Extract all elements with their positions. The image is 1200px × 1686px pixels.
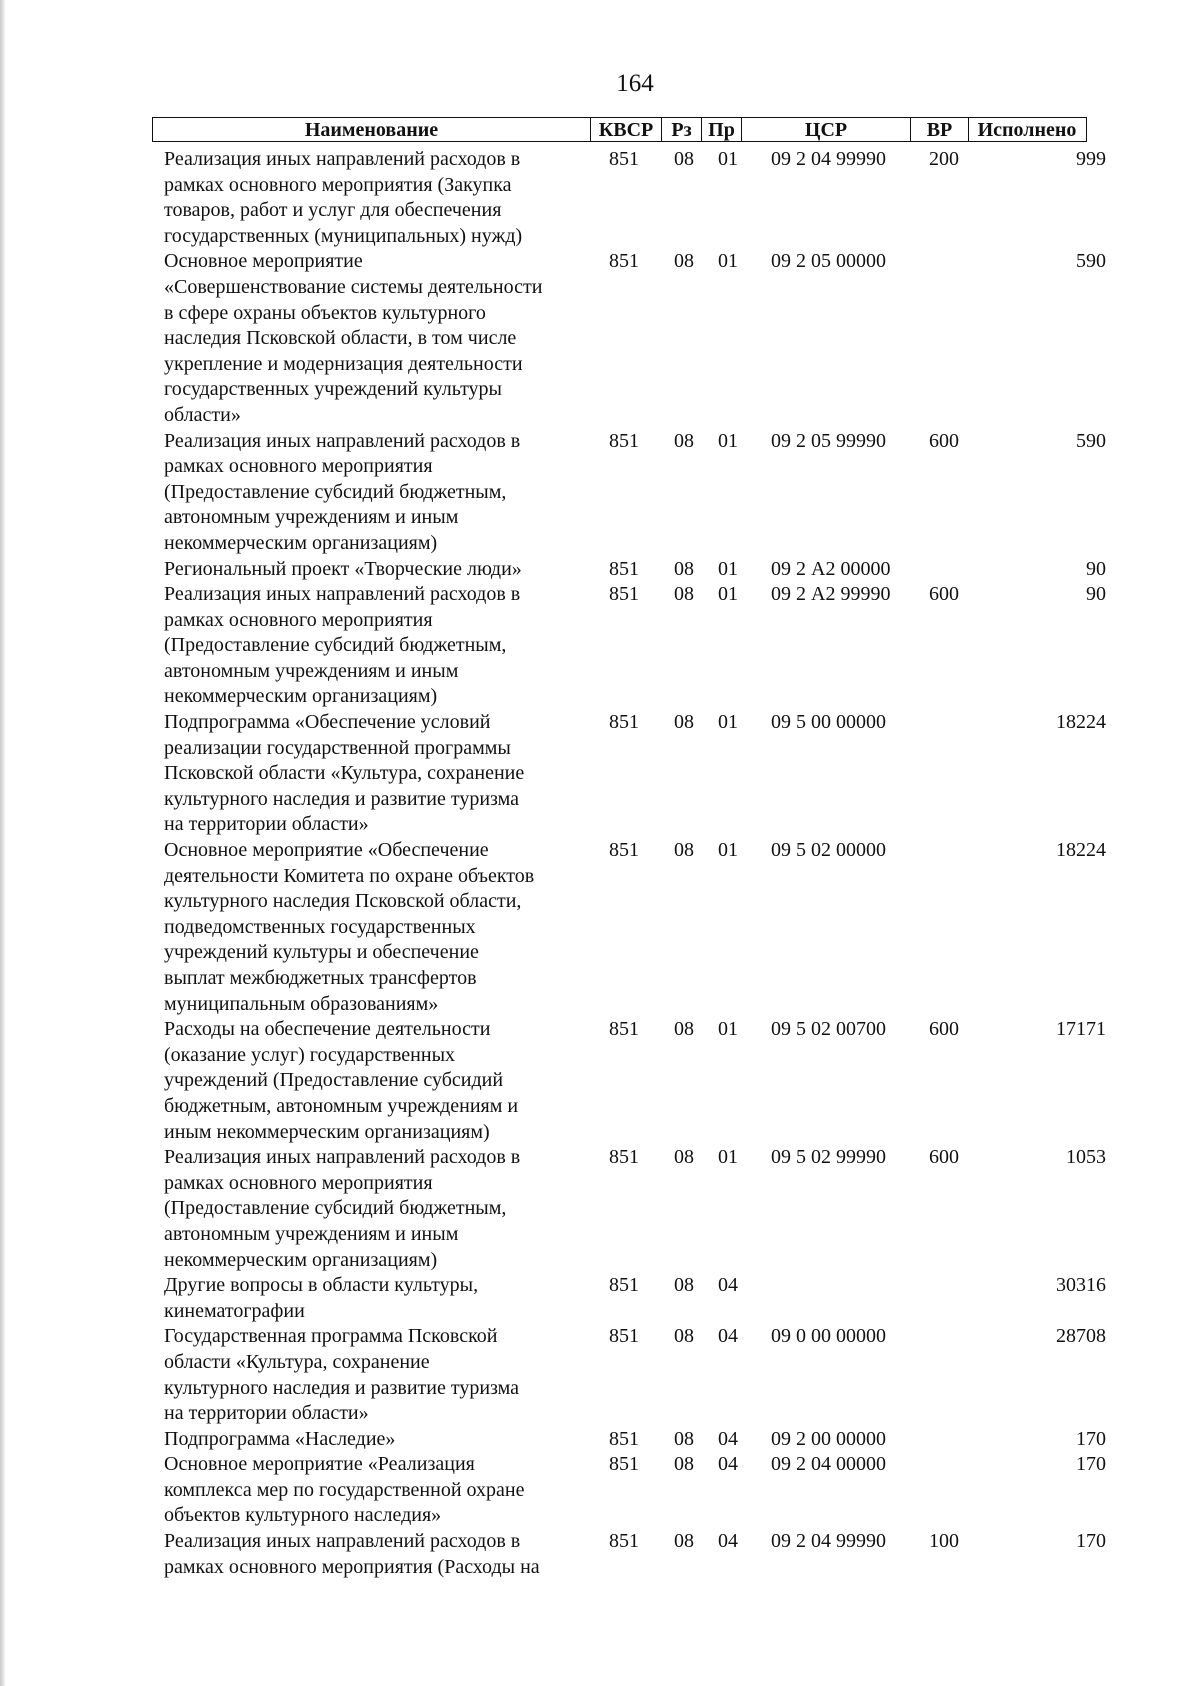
row-csr: 09 5 00 00000: [771, 711, 886, 734]
header-pr: Пр: [702, 118, 742, 141]
row-name-line: выплат межбюджетных трансфертов: [164, 967, 477, 989]
row-name-line: кинематографии: [164, 1299, 305, 1322]
row-name-line: (оказание услуг) государственных: [164, 1043, 456, 1066]
row-isp: 28708: [1056, 1325, 1106, 1348]
table-row: [0, 1529, 1200, 1580]
header-rz: Рз: [662, 118, 702, 141]
row-kvsr: 851: [609, 1274, 639, 1297]
row-name-line: рамках основного мероприятия: [164, 1171, 433, 1194]
row-isp: 18224: [1056, 711, 1106, 734]
row-pr: 04: [718, 1325, 738, 1348]
row-name-line: рамках основного мероприятия: [164, 608, 433, 631]
row-name: [164, 1145, 586, 1273]
row-vr: 600: [929, 429, 959, 452]
row-name-line: рамках основного мероприятия (Расходы на: [164, 1555, 540, 1578]
row-rz: 08: [674, 250, 694, 273]
row-name-line: объектов культурного наследия»: [164, 1504, 442, 1527]
row-name-line: на территории области»: [164, 1402, 369, 1425]
row-name: [164, 1452, 586, 1529]
row-name-line: учреждений культуры и обеспечение: [164, 941, 479, 964]
row-name: [164, 582, 586, 710]
row-name-line: культурного наследия Псковской области,: [164, 890, 522, 913]
row-pr: 01: [718, 557, 738, 580]
row-name: [164, 147, 586, 249]
table-body: [0, 147, 1200, 1580]
row-isp: 590: [1076, 429, 1106, 452]
row-name: [164, 1324, 586, 1426]
row-name: [164, 249, 586, 428]
row-kvsr: 851: [609, 148, 639, 170]
row-pr: 01: [718, 250, 738, 273]
row-name-line: некоммерческим организациям): [164, 685, 438, 708]
row-name-line: Реализация иных направлений расходов в: [164, 1146, 521, 1169]
row-name-line: Основное мероприятие: [164, 250, 363, 273]
row-name-line: в сфере охраны объектов культурного: [164, 301, 486, 324]
row-rz: 08: [674, 429, 694, 452]
row-kvsr: 851: [609, 1530, 639, 1553]
row-name-line: иным некоммерческим организациям): [164, 1120, 490, 1143]
row-name-line: Расходы на обеспечение деятельности: [164, 1018, 491, 1041]
row-name-line: «Совершенствование системы деятельности: [164, 275, 543, 298]
row-isp: 90: [1086, 583, 1106, 606]
row-name-line: Реализация иных направлений расходов в: [164, 429, 521, 452]
table-row: [0, 557, 1200, 583]
row-name-line: автономным учреждениям и иным: [164, 506, 459, 529]
row-name-line: рамках основного мероприятия: [164, 455, 433, 478]
row-csr: 09 5 02 99990: [771, 1146, 886, 1169]
row-kvsr: 851: [609, 557, 639, 580]
row-name-line: Основное мероприятие «Обеспечение: [164, 839, 489, 862]
row-name-line: бюджетным, автономным учреждениям и: [164, 1094, 519, 1117]
row-name-line: комплекса мер по государственной охране: [164, 1478, 525, 1501]
row-kvsr: 851: [609, 1453, 639, 1476]
row-kvsr: 851: [609, 1018, 639, 1041]
row-kvsr: 851: [609, 839, 639, 862]
table-row: [0, 710, 1200, 838]
row-name-line: области «Культура, сохранение: [164, 1350, 430, 1373]
table-row: [0, 1273, 1200, 1324]
row-name-line: реализации государственной программы: [164, 736, 511, 759]
row-isp: 170: [1076, 1453, 1106, 1476]
row-kvsr: 851: [609, 1427, 639, 1450]
row-name: [164, 557, 586, 583]
row-name-line: наследия Псковской области, в том числе: [164, 327, 517, 350]
row-csr: 09 5 02 00000: [771, 839, 886, 862]
row-rz: 08: [674, 1325, 694, 1348]
header-isp: Исполнено: [977, 119, 1077, 141]
table-row: [0, 1017, 1200, 1145]
table-row: [0, 429, 1200, 557]
row-csr: 09 2 А2 00000: [771, 557, 891, 580]
row-name-line: культурного наследия и развитие туризма: [164, 787, 520, 810]
row-name-line: Реализация иных направлений расходов в: [164, 1530, 521, 1553]
table-row: [0, 1324, 1200, 1426]
row-pr: 04: [718, 1274, 738, 1297]
table-row: [0, 838, 1200, 1017]
row-name-line: товаров, работ и услуг для обеспечения: [164, 199, 502, 222]
row-name: [164, 1427, 586, 1453]
row-name: [164, 838, 586, 1017]
row-rz: 08: [674, 1453, 694, 1476]
row-name-line: Региональный проект «Творческие люди»: [164, 557, 522, 580]
row-csr: 09 5 02 00700: [771, 1018, 886, 1041]
row-rz: 08: [674, 557, 694, 580]
row-pr: 01: [718, 583, 738, 606]
row-rz: 08: [674, 1530, 694, 1553]
row-isp: 1053: [1066, 1146, 1106, 1169]
row-name-line: Подпрограмма «Обеспечение условий: [164, 711, 491, 734]
row-name-line: культурного наследия и развитие туризма: [164, 1376, 520, 1399]
row-name-line: Другие вопросы в области культуры,: [164, 1274, 479, 1297]
row-name-line: учреждений (Предоставление субсидий: [164, 1069, 504, 1092]
row-isp: 90: [1086, 557, 1106, 580]
row-csr: 09 0 00 00000: [771, 1325, 886, 1348]
row-name-line: автономным учреждениям и иным: [164, 1222, 459, 1245]
row-name-line: подведомственных государственных: [164, 915, 476, 938]
row-name: [164, 1273, 586, 1324]
row-csr: 09 2 05 00000: [771, 250, 886, 273]
row-name-line: Подпрограмма «Наследие»: [164, 1427, 396, 1450]
row-name-line: государственных учреждений культуры: [164, 378, 502, 401]
row-kvsr: 851: [609, 429, 639, 452]
row-name: [164, 710, 586, 838]
row-csr: 09 2 05 99990: [771, 429, 886, 452]
row-name: [164, 429, 586, 557]
row-pr: 01: [718, 1146, 738, 1169]
row-csr: 09 2 04 99990: [771, 1530, 886, 1553]
row-vr: 200: [929, 148, 959, 170]
row-csr: 09 2 04 99990: [771, 148, 886, 170]
row-kvsr: 851: [609, 583, 639, 606]
row-name-line: некоммерческим организациям): [164, 531, 438, 554]
row-csr: 09 2 00 00000: [771, 1427, 886, 1450]
row-isp: 170: [1076, 1427, 1106, 1450]
row-rz: 08: [674, 1146, 694, 1169]
row-isp: 30316: [1056, 1274, 1106, 1297]
table-row: [0, 147, 1200, 249]
row-name-line: муниципальным образованиям»: [164, 992, 439, 1015]
row-vr: 100: [929, 1530, 959, 1553]
row-pr: 01: [718, 1018, 738, 1041]
row-kvsr: 851: [609, 1325, 639, 1348]
row-name-line: (Предоставление субсидий бюджетным,: [164, 480, 507, 503]
row-rz: 08: [674, 1274, 694, 1297]
row-name-line: Реализация иных направлений расходов в: [164, 148, 521, 170]
row-rz: 08: [674, 711, 694, 734]
row-pr: 01: [718, 148, 738, 170]
row-name-line: Государственная программа Псковской: [164, 1325, 498, 1348]
table-row: [0, 249, 1200, 428]
row-pr: 01: [718, 429, 738, 452]
row-isp: 17171: [1056, 1018, 1106, 1041]
row-name: [164, 1017, 586, 1145]
row-name-line: автономным учреждениям и иным: [164, 659, 459, 682]
row-name-line: укрепление и модернизация деятельности: [164, 352, 523, 375]
row-kvsr: 851: [609, 1146, 639, 1169]
row-name-line: Псковской области «Культура, сохранение: [164, 762, 525, 785]
row-name-line: (Предоставление субсидий бюджетным,: [164, 1197, 507, 1220]
row-csr: 09 2 А2 99990: [771, 583, 891, 606]
row-rz: 08: [674, 148, 694, 170]
row-rz: 08: [674, 1427, 694, 1450]
row-name-line: на территории области»: [164, 813, 369, 836]
row-name-line: деятельности Комитета по охране объектов: [164, 864, 535, 887]
row-vr: 600: [929, 1146, 959, 1169]
header-vr: ВР: [911, 118, 969, 141]
page-number: 164: [616, 70, 654, 97]
row-name-line: некоммерческим организациям): [164, 1248, 438, 1271]
row-name-line: рамках основного мероприятия (Закупка: [164, 173, 512, 196]
row-vr: 600: [929, 1018, 959, 1041]
header-kvsr: КВСР: [591, 118, 662, 141]
row-isp: 999: [1076, 148, 1106, 170]
row-isp: 590: [1076, 250, 1106, 273]
row-rz: 08: [674, 1018, 694, 1041]
row-pr: 04: [718, 1530, 738, 1553]
row-rz: 08: [674, 839, 694, 862]
row-pr: 01: [718, 839, 738, 862]
row-name-line: Реализация иных направлений расходов в: [164, 583, 521, 606]
row-kvsr: 851: [609, 250, 639, 273]
row-isp: 170: [1076, 1530, 1106, 1553]
table-row: [0, 1145, 1200, 1273]
row-rz: 08: [674, 583, 694, 606]
header-csr: ЦСР: [742, 118, 911, 141]
row-pr: 04: [718, 1427, 738, 1450]
row-name-line: Основное мероприятие «Реализация: [164, 1453, 475, 1476]
row-vr: 600: [929, 583, 959, 606]
row-pr: 04: [718, 1453, 738, 1476]
table-row: [0, 1427, 1200, 1453]
row-name-line: (Предоставление субсидий бюджетным,: [164, 634, 507, 657]
row-name-line: государственных (муниципальных) нужд): [164, 224, 523, 247]
table-row: [0, 1452, 1200, 1529]
table-header: [152, 117, 1087, 142]
row-isp: 18224: [1056, 839, 1106, 862]
row-csr: 09 2 04 00000: [771, 1453, 886, 1476]
row-name-line: области»: [164, 403, 241, 426]
row-kvsr: 851: [609, 711, 639, 734]
row-name: [164, 1529, 586, 1580]
row-pr: 01: [718, 711, 738, 734]
header-name: Наименование: [153, 118, 591, 141]
table-row: [0, 582, 1200, 710]
